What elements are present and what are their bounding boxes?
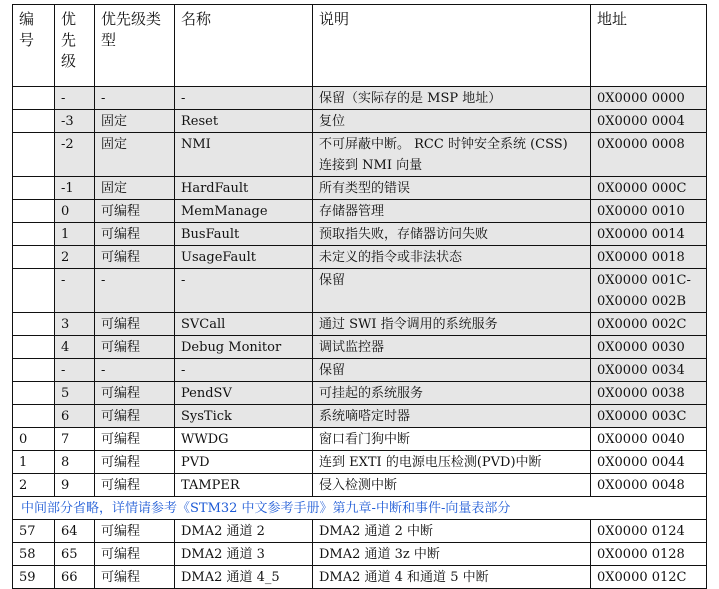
cell-description: 所有类型的错误 (313, 177, 591, 200)
cell-name: - (175, 87, 313, 110)
cell-id (13, 110, 55, 133)
cell-name: Reset (175, 110, 313, 133)
cell-id (13, 336, 55, 359)
table-note-row (13, 497, 707, 520)
cell-description: DMA2 通道 4 和通道 5 中断 (313, 566, 591, 589)
cell-id: 58 (13, 543, 55, 566)
cell-name: TAMPER (175, 474, 313, 497)
table-row (13, 313, 707, 336)
cell-id: 0 (13, 428, 55, 451)
cell-name: - (175, 359, 313, 382)
cell-priority: 7 (55, 428, 95, 451)
cell-type: 可编程 (95, 451, 175, 474)
cell-priority: - (55, 359, 95, 382)
cell-type: 可编程 (95, 428, 175, 451)
cell-type: 可编程 (95, 566, 175, 589)
cell-description: 预取指失败，存储器访问失败 (313, 223, 591, 246)
cell-priority: 65 (55, 543, 95, 566)
cell-id (13, 313, 55, 336)
cell-description: 存储器管理 (313, 200, 591, 223)
cell-type: 可编程 (95, 336, 175, 359)
cell-priority: 2 (55, 246, 95, 269)
cell-address: 0X0000 0004 (591, 110, 707, 133)
cell-type: 可编程 (95, 246, 175, 269)
header-description: 说明 (313, 5, 591, 87)
cell-type: 可编程 (95, 520, 175, 543)
table-body (13, 87, 707, 589)
cell-type: 可编程 (95, 313, 175, 336)
cell-address: 0X0000 0014 (591, 223, 707, 246)
cell-priority: 0 (55, 200, 95, 223)
cell-id (13, 87, 55, 110)
header-id: 编号 (13, 5, 55, 87)
cell-name: PVD (175, 451, 313, 474)
cell-id: 57 (13, 520, 55, 543)
cell-address: 0X0000 0018 (591, 246, 707, 269)
cell-name: SysTick (175, 405, 313, 428)
cell-address: 0X0000 0124 (591, 520, 707, 543)
header-priority: 优先级 (55, 5, 95, 87)
header-name: 名称 (175, 5, 313, 87)
cell-name: DMA2 通道 2 (175, 520, 313, 543)
cell-address: 0X0000 001C- 0X0000 002B (591, 269, 707, 313)
table-row (13, 200, 707, 223)
table-row (13, 566, 707, 589)
cell-description: 可挂起的系统服务 (313, 382, 591, 405)
cell-type: 固定 (95, 177, 175, 200)
cell-address: 0X0000 0000 (591, 87, 707, 110)
cell-description: 窗口看门狗中断 (313, 428, 591, 451)
cell-id (13, 359, 55, 382)
cell-address: 0X0000 003C (591, 405, 707, 428)
cell-type: 可编程 (95, 543, 175, 566)
table-row (13, 246, 707, 269)
cell-priority: - (55, 269, 95, 313)
table-row (13, 87, 707, 110)
cell-address: 0X0000 0008 (591, 133, 707, 177)
cell-description: 保留 (313, 359, 591, 382)
cell-priority: 8 (55, 451, 95, 474)
cell-priority: -2 (55, 133, 95, 177)
vector-table (12, 4, 707, 589)
header-address: 地址 (591, 5, 707, 87)
table-row (13, 359, 707, 382)
header-priority-type: 优先级类型 (95, 5, 175, 87)
table-row (13, 133, 707, 177)
cell-address: 0X0000 0040 (591, 428, 707, 451)
table-row (13, 520, 707, 543)
cell-description: 未定义的指令或非法状态 (313, 246, 591, 269)
cell-type: 可编程 (95, 405, 175, 428)
cell-priority: 64 (55, 520, 95, 543)
cell-description: DMA2 通道 3z 中断 (313, 543, 591, 566)
cell-name: - (175, 269, 313, 313)
cell-id (13, 223, 55, 246)
cell-type: - (95, 269, 175, 313)
cell-address: 0X0000 0034 (591, 359, 707, 382)
cell-priority: -1 (55, 177, 95, 200)
cell-id (13, 269, 55, 313)
cell-name: MemManage (175, 200, 313, 223)
cell-name: SVCall (175, 313, 313, 336)
cell-priority: 66 (55, 566, 95, 589)
cell-name: WWDG (175, 428, 313, 451)
cell-id (13, 405, 55, 428)
cell-description: 系统嘀嗒定时器 (313, 405, 591, 428)
cell-name: HardFault (175, 177, 313, 200)
cell-type: - (95, 359, 175, 382)
cell-description: 不可屏蔽中断。 RCC 时钟安全系统 (CSS) 连接到 NMI 向量 (313, 133, 591, 177)
cell-name: DMA2 通道 3 (175, 543, 313, 566)
cell-priority: 1 (55, 223, 95, 246)
cell-priority: 5 (55, 382, 95, 405)
omitted-section-note: 中间部分省略，详情请参考《STM32 中文参考手册》第九章-中断和事件-向量表部分 (13, 497, 707, 520)
cell-name: NMI (175, 133, 313, 177)
cell-description: 连到 EXTI 的电源电压检测(PVD)中断 (313, 451, 591, 474)
cell-description: 保留 (313, 269, 591, 313)
table-row (13, 223, 707, 246)
cell-id: 1 (13, 451, 55, 474)
vector-table-container (12, 4, 706, 589)
cell-description: 侵入检测中断 (313, 474, 591, 497)
cell-address: 0X0000 0010 (591, 200, 707, 223)
cell-name: DMA2 通道 4_5 (175, 566, 313, 589)
table-row (13, 474, 707, 497)
cell-address: 0X0000 002C (591, 313, 707, 336)
cell-address: 0X0000 0048 (591, 474, 707, 497)
cell-priority: 9 (55, 474, 95, 497)
cell-type: 可编程 (95, 382, 175, 405)
cell-id (13, 246, 55, 269)
cell-id: 59 (13, 566, 55, 589)
cell-name: UsageFault (175, 246, 313, 269)
cell-id (13, 133, 55, 177)
table-row (13, 543, 707, 566)
cell-type: 固定 (95, 133, 175, 177)
cell-type: 可编程 (95, 474, 175, 497)
cell-name: PendSV (175, 382, 313, 405)
cell-priority: -3 (55, 110, 95, 133)
cell-id (13, 177, 55, 200)
cell-priority: 4 (55, 336, 95, 359)
cell-address: 0X0000 0044 (591, 451, 707, 474)
table-header-row (13, 5, 707, 87)
cell-address: 0X0000 012C (591, 566, 707, 589)
cell-address: 0X0000 000C (591, 177, 707, 200)
cell-type: 固定 (95, 110, 175, 133)
cell-description: 保留（实际存的是 MSP 地址） (313, 87, 591, 110)
cell-id (13, 200, 55, 223)
table-row (13, 269, 707, 313)
cell-type: 可编程 (95, 200, 175, 223)
cell-description: 调试监控器 (313, 336, 591, 359)
cell-priority: 3 (55, 313, 95, 336)
cell-description: 通过 SWI 指令调用的系统服务 (313, 313, 591, 336)
cell-name: Debug Monitor (175, 336, 313, 359)
table-row (13, 177, 707, 200)
table-row (13, 405, 707, 428)
cell-description: DMA2 通道 2 中断 (313, 520, 591, 543)
table-row (13, 336, 707, 359)
cell-address: 0X0000 0128 (591, 543, 707, 566)
cell-type: 可编程 (95, 223, 175, 246)
cell-description: 复位 (313, 110, 591, 133)
cell-address: 0X0000 0030 (591, 336, 707, 359)
table-row (13, 428, 707, 451)
table-row (13, 382, 707, 405)
cell-type: - (95, 87, 175, 110)
cell-priority: 6 (55, 405, 95, 428)
cell-address: 0X0000 0038 (591, 382, 707, 405)
cell-id: 2 (13, 474, 55, 497)
table-row (13, 110, 707, 133)
cell-id (13, 382, 55, 405)
cell-priority: - (55, 87, 95, 110)
table-row (13, 451, 707, 474)
cell-name: BusFault (175, 223, 313, 246)
